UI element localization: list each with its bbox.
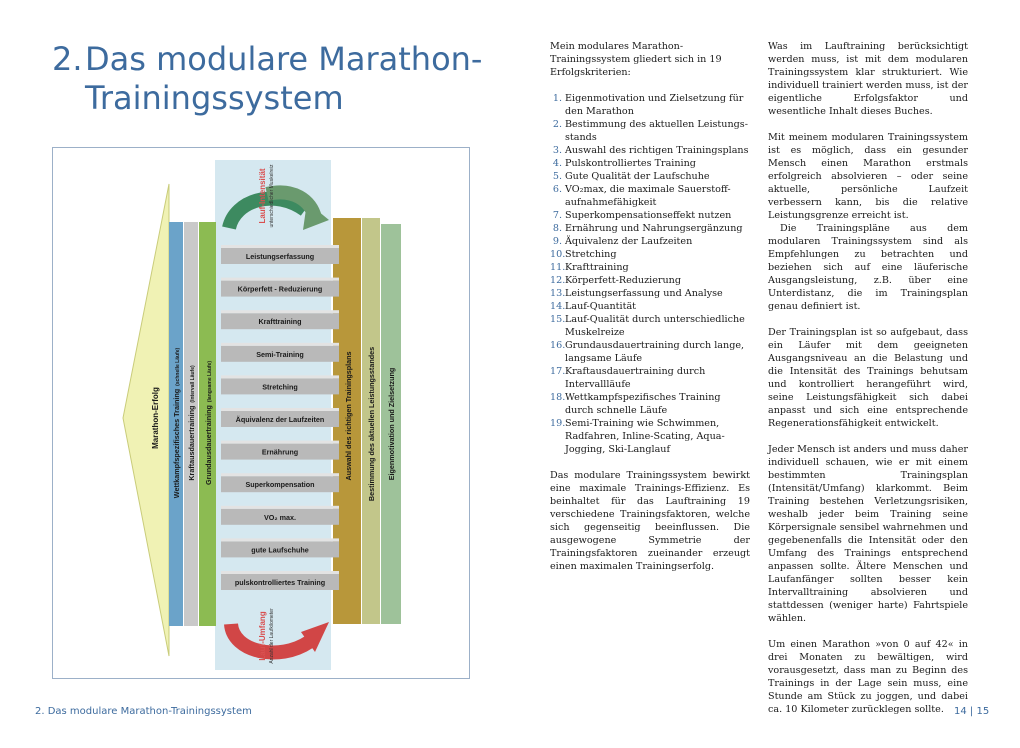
ladder-rung-label: Krafttraining bbox=[258, 317, 302, 327]
criterion-number: 9. bbox=[552, 236, 562, 247]
ladder-rung-label: Semi-Training bbox=[256, 349, 304, 359]
paragraph-2: Mit meinem modularen Trainingssystem ist es möglich, dass ein gesunder Mensch einen Marathon erstmals erfolgreich absolvieren – oder seine aktuelle, persönliche Laufzeit verbessern kann, bis die relative Leistungsgrenze erreicht ist. bbox=[768, 132, 968, 221]
page-title bbox=[52, 40, 502, 118]
ladder-rung-label: Stretching bbox=[262, 382, 298, 392]
ladder-rung-highlight bbox=[221, 408, 339, 411]
criterion-number: 19. bbox=[550, 418, 566, 429]
criterion-text: Gute Qualität der Laufschuhe bbox=[565, 171, 710, 182]
intro-paragraph: Mein modulares Marathon-Trainingssystem gliedert sich in 19 Erfolgskriterien: bbox=[550, 41, 722, 78]
training-system-diagram bbox=[52, 147, 470, 679]
closing-paragraph: Das modulare Trainingssystem bewirkt eine maximale Trainings-Effizienz. Es beinhaltet für das Lauftraining 19 verschiedene Trainingsfaktoren, welche sich gegenseitig beeinflussen. Die ausgewogene Symmetrie der Trainingsfaktoren zueinander erzeugt einen maximalen Trainingserfolg. bbox=[550, 470, 750, 572]
criterion-number: 11. bbox=[550, 262, 566, 273]
criterion-item bbox=[550, 287, 750, 300]
criterion-number: 16. bbox=[550, 340, 566, 351]
ladder-rung-highlight bbox=[221, 310, 339, 313]
criterion-item bbox=[550, 235, 750, 248]
top-arrow-label: Lauf-Intensität bbox=[258, 168, 267, 224]
criterion-item bbox=[550, 248, 750, 261]
ladder-rung-label: pulskontrolliertes Training bbox=[234, 578, 326, 587]
ladder-rung-highlight bbox=[221, 278, 339, 281]
ladder-rung-highlight bbox=[221, 375, 339, 378]
criterion-number: 15. bbox=[550, 314, 566, 325]
criterion-text: Lauf-Qualität durch unterschiedliche Muskelreize bbox=[565, 314, 745, 338]
criterion-text: Eigenmotivation und Zielsetzung für den Marathon bbox=[565, 93, 744, 117]
criterion-item bbox=[550, 209, 750, 222]
text-column-1 bbox=[550, 40, 750, 586]
criterion-item bbox=[550, 92, 750, 118]
left-column-2-label: Kraftausdauertraining(Intervall Läufe) bbox=[187, 365, 196, 481]
left-arrow-label: Marathon-Erfolg bbox=[151, 387, 160, 449]
ladder-rung-highlight bbox=[221, 441, 339, 444]
page-numbers: 14 | 15 bbox=[954, 706, 990, 717]
ladder-rung-highlight bbox=[221, 245, 339, 248]
criterion-text: Wettkampfspezifisches Training durch schnelle Läufe bbox=[565, 392, 721, 416]
right-column-3-label: Eigenmotivation und Zielsetzung bbox=[387, 367, 396, 481]
criterion-number: 4. bbox=[552, 158, 562, 169]
criterion-number: 3. bbox=[552, 145, 562, 156]
ladder-rung-label: Äquivalenz der Laufzeiten bbox=[235, 415, 325, 424]
text-column-2 bbox=[768, 40, 968, 729]
paragraph-3: Die Trainingspläne aus dem modularen Trainingssystem sind als Empfehlungen zu betrachten und beziehen sich auf eine läuferische Ausgangsleistung, z.B. über eine Unterdistanz, die im Trainingsplan genau definiert ist. bbox=[768, 223, 968, 312]
criterion-number: 5. bbox=[552, 171, 562, 182]
criterion-item bbox=[550, 300, 750, 313]
ladder-rung-highlight bbox=[221, 473, 339, 476]
paragraph-4: Der Trainingsplan ist so aufgebaut, dass ein Läufer mit dem geeigneten Ausgangsniveau an die Belastung und die Intensität des Trainings behutsam und kontrolliert herangeführt wird, seine Leistungsfähigkeit sich dabei anpasst und sich eine entsprechende Regenerationsfähigkeit entwickelt. bbox=[768, 327, 968, 429]
criterion-item bbox=[550, 118, 750, 144]
ladder-rung-label: VO₂ max. bbox=[264, 512, 296, 522]
ladder-rung-highlight bbox=[221, 538, 339, 541]
top-arrow-sub: unterschiedlicher Muskelreiz bbox=[269, 164, 275, 228]
bottom-arrow-sub: Anzahl der Laufkilometer bbox=[269, 608, 275, 664]
criterion-number: 7. bbox=[552, 210, 562, 221]
title-line-1: Das modulare Marathon- bbox=[85, 40, 483, 78]
criterion-text: Äquivalenz der Laufzeiten bbox=[565, 236, 693, 247]
criterion-item bbox=[550, 222, 750, 235]
criterion-item bbox=[550, 261, 750, 274]
ladder-rung-label: Körperfett - Reduzierung bbox=[237, 284, 323, 294]
ladder-rung-label: Ernährung bbox=[261, 447, 299, 457]
paragraph-6: Um einen Marathon »von 0 auf 42« in drei Monaten zu bewältigen, wird vorausgesetzt, dass man zu Beginn des Trainings in der Lage sein muss, eine Stunde am Stück zu joggen, und dabei ca. 10 Kilometer zurücklegen sollte. bbox=[768, 639, 968, 715]
marathon-success-arrow bbox=[123, 184, 169, 656]
criterion-item bbox=[550, 313, 750, 339]
ladder-rung-label: Leistungserfassung bbox=[245, 252, 315, 261]
criterion-text: Superkompensationseffekt nutzen bbox=[565, 210, 732, 221]
bottom-arrow-label: Lauf-Umfang bbox=[258, 611, 267, 661]
criterion-text: Grundausdauertraining durch lange, langsame Läufe bbox=[565, 340, 745, 364]
criterion-text: Lauf-Quantität bbox=[565, 301, 637, 312]
criterion-number: 13. bbox=[550, 288, 566, 299]
right-column-1-label: Auswahl des richtigen Trainingsplans bbox=[344, 351, 353, 481]
criterion-number: 14. bbox=[550, 301, 566, 312]
criterion-number: 12. bbox=[550, 275, 566, 286]
criterion-item bbox=[550, 144, 750, 157]
ladder-rung-highlight bbox=[221, 571, 339, 574]
diagram-svg bbox=[53, 148, 469, 678]
ladder-rung-highlight bbox=[221, 343, 339, 346]
criterion-text: Pulskontrolliertes Training bbox=[565, 158, 696, 169]
criterion-text: Kraftausdauertraining durch Intervallläufe bbox=[565, 366, 706, 390]
criterion-number: 18. bbox=[550, 392, 566, 403]
paragraph-5: Jeder Mensch ist anders und muss daher individuell schauen, wie er mit einem bestimmten Trainingsplan (Intensität/Umfang) klarkommt. Beim Training bestehen Verletzungsrisiken, weshalb jeder beim Training seine Körpersignale sensibel wahrnehmen und gegebenenfalls die Intensität oder den Umfang des Trainings entsprechend anpassen sollte. Ältere Menschen und Laufanfänger sollten besser kein Intervalltraining absolvieren und stattdessen (weniger harte) Fahrtspiele wählen. bbox=[768, 444, 968, 624]
left-column-3-label: Grundausdauertraining(langsame Läufe) bbox=[204, 361, 213, 485]
criterion-number: 1. bbox=[552, 93, 562, 104]
left-column-1-label: Wettkampfspezifisches Training(schnelle Läufe) bbox=[172, 347, 181, 499]
criterion-item bbox=[550, 417, 750, 456]
criterion-number: 8. bbox=[552, 223, 562, 234]
paragraph-1: Was im Lauftraining berücksichtigt werden muss, ist mit dem modularen Trainingssystem klar strukturiert. Wie individuell trainiert werden muss, ist der eigentliche Erfolgsfaktor und wesentliche Inhalt dieses Buches. bbox=[768, 41, 968, 117]
ladder-rung-label: gute Laufschuhe bbox=[251, 545, 309, 555]
chapter-number: 2. bbox=[52, 40, 83, 78]
criterion-item bbox=[550, 365, 750, 391]
criterion-item bbox=[550, 339, 750, 365]
criterion-item bbox=[550, 170, 750, 183]
right-column-2-label: Bestimmung des aktuellen Leistungsstandes bbox=[367, 346, 376, 502]
criterion-item bbox=[550, 183, 750, 209]
criterion-number: 17. bbox=[550, 366, 566, 377]
criterion-text: Semi-Training wie Schwimmen, Radfahren, Inline-Scating, Aqua-Jogging, Ski-Langlauf bbox=[565, 418, 725, 455]
criterion-text: Stretching bbox=[565, 249, 617, 260]
criterion-text: Krafttraining bbox=[565, 262, 629, 273]
criterion-item bbox=[550, 157, 750, 170]
ladder-rung-label: Superkompensation bbox=[245, 480, 315, 490]
criterion-text: Körperfett-Reduzierung bbox=[565, 275, 681, 286]
criterion-text: Bestimmung des aktuellen Leistungs-stands bbox=[565, 119, 748, 143]
footer-chapter: 2. Das modulare Marathon-Trainingssystem bbox=[35, 706, 252, 717]
criterion-text: Ernährung und Nahrungsergänzung bbox=[565, 223, 743, 234]
criterion-text: VO₂max, die maximale Sauerstoff-aufnahmefähigkeit bbox=[565, 184, 731, 208]
criteria-list bbox=[550, 92, 750, 456]
criterion-text: Auswahl des richtigen Trainingsplans bbox=[565, 145, 749, 156]
criterion-item bbox=[550, 274, 750, 287]
criterion-text: Leistungserfassung und Analyse bbox=[565, 288, 723, 299]
criterion-number: 2. bbox=[552, 119, 562, 130]
ladder-rung-highlight bbox=[221, 506, 339, 509]
criterion-number: 6. bbox=[552, 184, 562, 195]
criterion-number: 10. bbox=[550, 249, 566, 260]
criterion-item bbox=[550, 391, 750, 417]
title-line-2: Trainingssystem bbox=[85, 79, 344, 117]
